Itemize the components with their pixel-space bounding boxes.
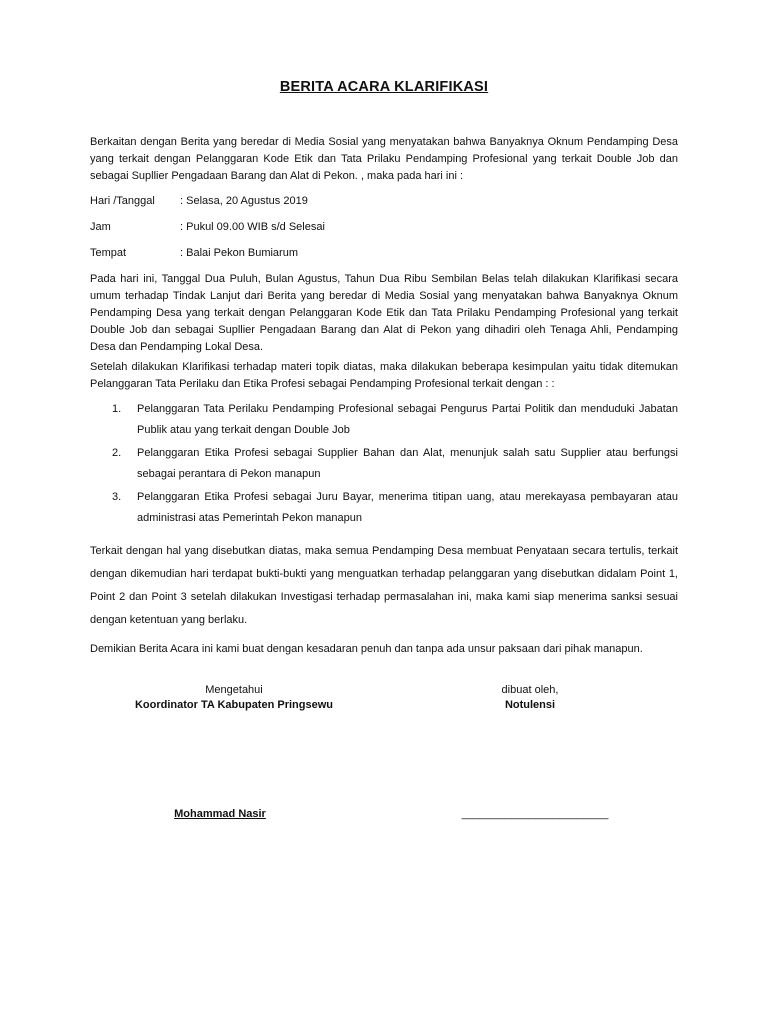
list-item: [112, 399, 678, 441]
paragraph-statement: Terkait dengan hal yang disebutkan diatas, maka semua Pendamping Desa membuat Penyataan secara tertulis, terkait dengan dikemudian hari terdapat bukti-bukti yang menguatkan terhadap pelanggaran yang disebutkan didalam Point 1, Point 2 dan Point 3 setelah dilakukan Investigasi terhadap permasalahan ini, maka kami siap menerima sanksi sesuai dengan ketentuan yang berlaku.: [90, 545, 678, 626]
list-item: [112, 443, 678, 485]
intro-paragraph: Berkaitan dengan Berita yang beredar di Media Sosial yang menyatakan bahwa Banyaknya Oknum Pendamping Desa yang terkait dengan Pelanggaran Kode Etik dan Tata Prilaku Pendamping Profesional yang terkait Double Job dan sebagai Supllier Pengadaan Barang dan Alat di Pekon. , maka pada hari ini :: [90, 136, 678, 182]
signature-right-line: ________________________: [461, 808, 609, 820]
paragraph-conclusion: Setelah dilakukan Klarifikasi terhadap materi topik diatas, maka dilakukan beberapa kesimpulan yaitu tidak ditemukan Pelanggaran Tata Perilaku dan Etika Profesi sebagai Pendamping Profesional terkait dengan : :: [90, 361, 678, 390]
detail-label: Jam: [90, 221, 111, 233]
detail-label: Hari /Tanggal: [90, 195, 155, 207]
list-number: 3.: [112, 491, 122, 503]
list-number: 2.: [112, 447, 122, 459]
signature-left-caption: Mengetahui: [205, 684, 263, 696]
signature-right-role: Notulensi: [504, 699, 556, 711]
detail-label: Tempat: [90, 247, 127, 259]
findings-list: [112, 399, 678, 531]
signature-left-role: Koordinator TA Kabupaten Pringsewu: [134, 699, 333, 711]
list-text: Pelanggaran Tata Perilaku Pendamping Profesional sebagai Pengurus Partai Politik dan menduduki Jabatan Publik atau yang terkait dengan Double Job: [137, 403, 678, 436]
detail-value: : Pukul 09.00 WIB s/d Selesai: [180, 221, 325, 233]
list-text: Pelanggaran Etika Profesi sebagai Supplier Bahan dan Alat, menunjuk salah satu Supplier atau berfungsi sebagai perantara di Pekon manapun: [137, 447, 678, 480]
signature-right-caption: dibuat oleh,: [501, 684, 559, 696]
paragraph-clarification: Pada hari ini, Tanggal Dua Puluh, Bulan Agustus, Tahun Dua Ribu Sembilan Belas telah dilakukan Klarifikasi secara umum terhadap Tindak Lanjut dari Berita yang beredar di Media Sosial yang menyatakan bahwa Banyaknya Oknum Pendamping Desa yang terkait dengan Pelanggaran Kode Etik dan Tata Prilaku Pendamping Profesional yang terkait Double Job dan sebagai Supllier Pengadaan Barang dan Alat di Pekon yang dihadiri oleh Tenaga Ahli, Pendamping Desa dan Pendamping Lokal Desa.: [90, 273, 678, 353]
signature-left-name: Mohammad Nasir: [174, 808, 266, 820]
detail-value: : Selasa, 20 Agustus 2019: [180, 195, 308, 207]
detail-value: : Balai Pekon Bumiarum: [180, 247, 298, 259]
closing-paragraph: Demikian Berita Acara ini kami buat dengan kesadaran penuh dan tanpa ada unsur paksaan dari pihak manapun.: [90, 643, 643, 655]
document-title: BERITA ACARA KLARIFIKASI: [279, 79, 489, 95]
list-text: Pelanggaran Etika Profesi sebagai Juru Bayar, menerima titipan uang, atau merekayasa pembayaran atau administrasi atas Pemerintah Pekon manapun: [137, 491, 678, 524]
list-number: 1.: [112, 403, 122, 415]
list-item: [112, 487, 678, 529]
